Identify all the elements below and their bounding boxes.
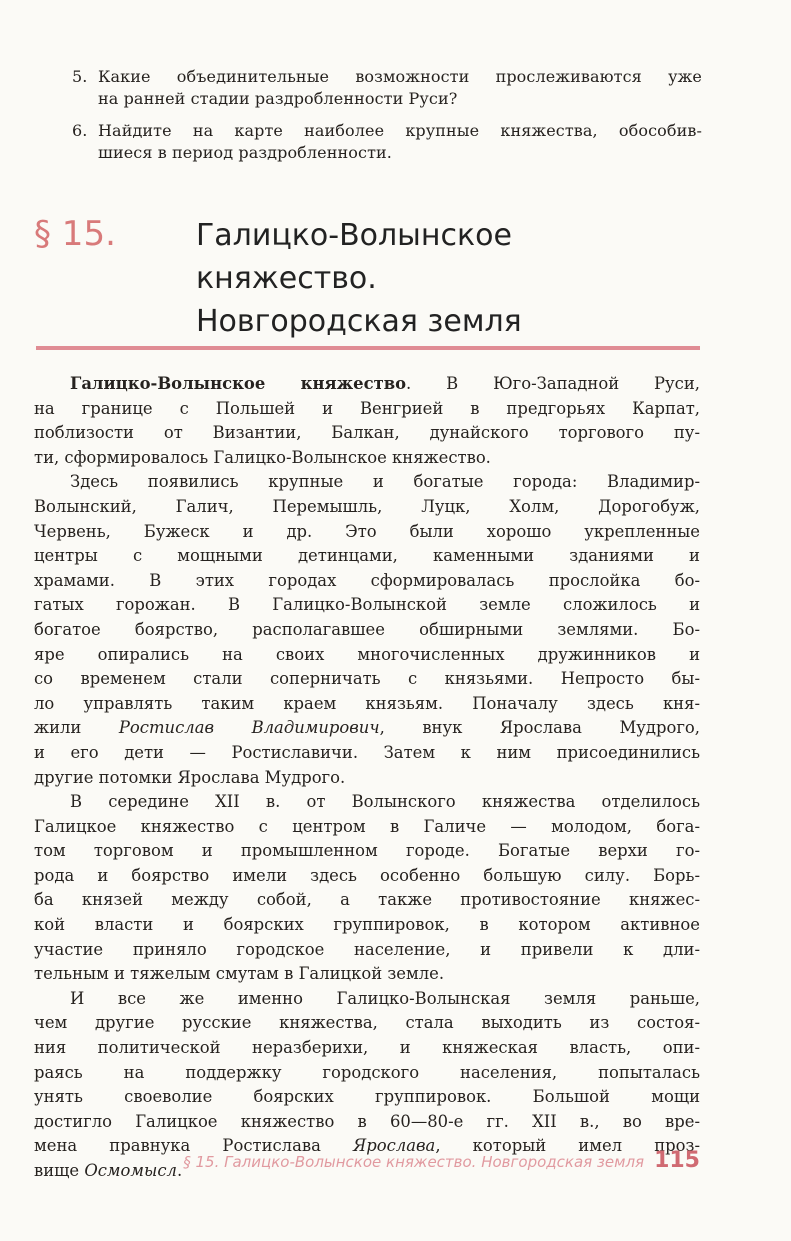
subheading: Галицко-Волынское княжество [70, 374, 407, 393]
text-line: жили Ростислав Владимирович, внук Ярослава Мудрого, [34, 718, 700, 738]
question-line: шиеся в период раздробленности. [98, 143, 392, 162]
page-footer [146, 1148, 700, 1178]
text-line: ба князей между собой, а также противостояние княжес- [34, 890, 700, 910]
text-line: И все же именно Галицко-Волынская земля раньше, [70, 988, 700, 1008]
text-line: участие приняло городское население, и привели к дли- [34, 939, 700, 959]
text-line: мена правнука Ростислава Ярослава, который имел проз- [34, 1136, 700, 1156]
text-line: Галицкое княжество с центром в Галиче — молодом, бога- [34, 816, 700, 836]
person-name: Ростислав Владимирович [118, 718, 380, 738]
text-line: Здесь появились крупные и богатые города: Владимир- [70, 472, 700, 492]
text-line: и его дети — Ростиславичи. Затем к ним присоединились [34, 742, 700, 762]
text-line: унять своеволие боярских группировок. Большой мощи [34, 1087, 700, 1107]
text-line: другие потомки Ярослава Мудрого. [34, 767, 346, 787]
text-line: храмами. В этих городах сформировалась прослойка бо- [34, 570, 700, 590]
text-line: Червень, Бужеск и др. Это были хорошо укрепленные [34, 521, 700, 541]
text-line: со временем стали соперничать с князьями. Непросто бы- [34, 669, 700, 689]
text-line: раясь на поддержку городского населения, попыталась [34, 1062, 700, 1082]
text-line: Волынский, Галич, Перемышль, Луцк, Холм, Дорогобуж, [34, 496, 700, 516]
section-title [196, 214, 522, 343]
text-line: богатое боярство, располагавшее обширными землями. Бо- [34, 619, 700, 639]
text-line: центры с мощными детинцами, каменными зданиями и [34, 546, 700, 566]
text-line: В середине XII в. от Волынского княжества отделилось [70, 792, 700, 812]
section-title-line: княжество. [196, 261, 377, 296]
question-line: на ранней стадии раздробленности Руси? [98, 89, 458, 108]
text-line: на границе с Польшей и Венгрией в предгорьях Карпат, [34, 398, 700, 418]
section-title-line: Новгородская земля [196, 304, 522, 339]
text-line: яре опирались на своих многочисленных дружинников и [34, 644, 700, 664]
question-number: 6. [72, 121, 88, 140]
text-line: ния политической неразберихи, и княжеская власть, опи- [34, 1038, 700, 1058]
section-divider [36, 346, 700, 350]
text-line: том торговом и промышленном городе. Богатые верхи го- [34, 841, 700, 861]
page-number: 115 [654, 1148, 700, 1173]
text-line: достигло Галицкое княжество в 60—80-е гг. XII в., во вре- [34, 1111, 700, 1131]
text-line: ло управлять таким краем князьям. Поначалу здесь кня- [34, 693, 700, 713]
text-line: ти, сформировалось Галицко-Волынское княжество. [34, 447, 491, 467]
running-title: § 15. Галицко-Волынское княжество. Новгородская земля [183, 1153, 645, 1171]
nickname: Осмомысл [84, 1161, 177, 1180]
main-text [34, 372, 700, 1184]
question-line: Найдите на карте наиболее крупные княжества, обособив- [98, 121, 702, 140]
text-line: рода и боярство имели здесь особенно большую силу. Борь- [34, 865, 700, 885]
text-line: чем другие русские княжества, стала выходить из состоя- [34, 1013, 700, 1033]
text-line: вище Осмомысл. [34, 1161, 183, 1180]
question-item [66, 120, 702, 164]
text-line: Галицко-Волынское княжество. В Юго-Западной Руси, [70, 374, 700, 393]
review-questions [66, 66, 702, 174]
section-title-line: Галицко-Волынское [196, 218, 512, 253]
question-number: 5. [72, 67, 88, 86]
text-line: поблизости от Византии, Балкан, дунайского торгового пу- [34, 423, 700, 443]
text-line: гатых горожан. В Галицко-Волынской земле сложилось и [34, 595, 700, 615]
text-line: тельным и тяжелым смутам в Галицкой земле. [34, 964, 445, 984]
person-name: Ярослава [353, 1136, 436, 1156]
question-item [66, 66, 702, 110]
question-line: Какие объединительные возможности прослеживаются уже [98, 67, 702, 86]
section-number: § 15. [34, 214, 116, 254]
text-line: кой власти и боярских группировок, в котором активное [34, 915, 700, 935]
